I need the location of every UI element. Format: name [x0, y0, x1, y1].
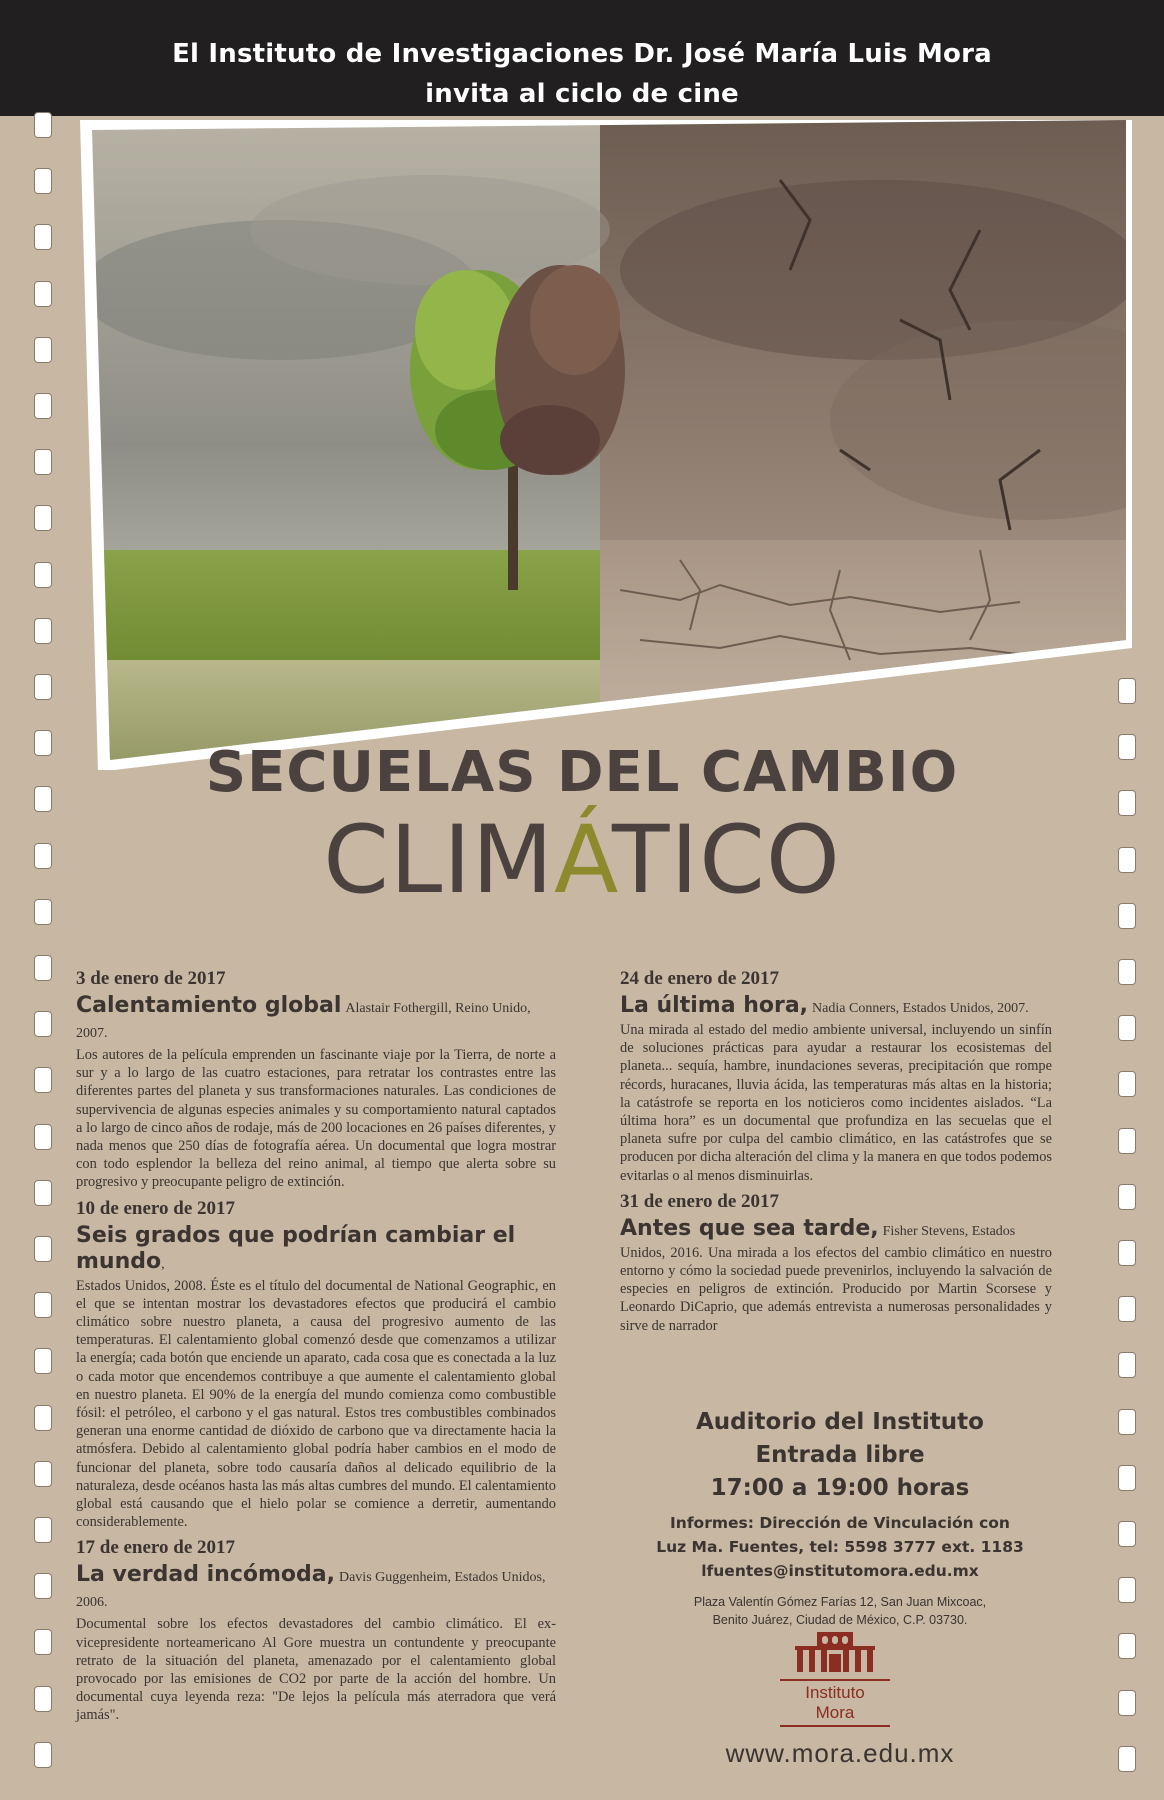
film-strip-hole	[1118, 1409, 1136, 1435]
film-credits: Nadia Conners, Estados Unidos, 2007.	[812, 1001, 1029, 1016]
header-line-2: invita al ciclo de cine	[425, 79, 739, 109]
film-description: Los autores de la película emprenden un fascinante viaje por la Tierra, de norte a sur y a lo largo de las cuatro estaciones, para retratar los contrastes entre las diferentes partes del planeta y sus transformaciones naturales. Las condiciones de supervivencia de algunas especies animales y su comportamiento natural captados a lo largo de cinco años de rodaje, más de 200 locaciones en 26 países diferentes, y nada menos que 250 días de fotografía aérea. Un documental que logra mostrar con todo esplendor la belleza del reino animal, al tiempo que alerta sobre su progresivo y preocupante peligro de extinción.	[76, 1047, 556, 1191]
film-strip-hole	[1118, 1465, 1136, 1491]
film-strip-hole	[34, 168, 52, 194]
film-strip-hole	[34, 562, 52, 588]
film-strip-hole	[1118, 1521, 1136, 1547]
film-strip-hole	[34, 1405, 52, 1431]
film-strip-hole	[34, 1629, 52, 1655]
logo-text-line-1: Instituto	[805, 1683, 865, 1702]
film-entry	[76, 1537, 556, 1724]
film-strip-hole	[1118, 1296, 1136, 1322]
film-strip-hole	[34, 337, 52, 363]
film-strip-hole	[1118, 1128, 1136, 1154]
film-title: Antes que sea tarde,	[620, 1215, 879, 1241]
film-entry	[76, 1198, 556, 1532]
film-strip-hole	[34, 1067, 52, 1093]
film-strip-hole	[34, 674, 52, 700]
website-link[interactable]: www.mora.edu.mx	[725, 1738, 955, 1768]
film-strip-hole	[34, 281, 52, 307]
logo-divider	[780, 1679, 890, 1681]
header-line-1: El Instituto de Investigaciones Dr. José María Luis Mora	[172, 39, 992, 69]
venue-info	[640, 1406, 1040, 1629]
film-strip-hole	[34, 393, 52, 419]
film-strip-hole	[34, 1573, 52, 1599]
header-bar	[0, 0, 1164, 116]
film-strip-hole	[34, 505, 52, 531]
film-title: Seis grados que podrían cambiar el mundo	[76, 1222, 516, 1274]
film-date: 10 de enero de 2017	[76, 1197, 236, 1219]
contact-info	[640, 1511, 1040, 1583]
film-entry	[620, 968, 1052, 1185]
film-strip-hole	[34, 1011, 52, 1037]
film-strip-hole	[34, 1292, 52, 1318]
contact-line-1: Informes: Dirección de Vinculación con	[670, 1514, 1010, 1532]
film-strip-hole	[34, 1742, 52, 1768]
building-icon	[795, 1632, 875, 1672]
film-strip-hole	[1118, 1633, 1136, 1659]
film-credits: ,	[161, 1256, 165, 1272]
film-date: 24 de enero de 2017	[620, 968, 780, 989]
film-strip-hole	[34, 1517, 52, 1543]
instituto-mora-logo	[775, 1632, 895, 1729]
contact-email[interactable]: lfuentes@institutomora.edu.mx	[701, 1562, 979, 1580]
film-date: 3 de enero de 2017	[76, 968, 226, 989]
film-strip-hole	[34, 449, 52, 475]
film-strip-hole	[34, 618, 52, 644]
schedule-time: 17:00 a 19:00 horas	[710, 1475, 970, 1501]
film-strip-hole	[34, 1686, 52, 1712]
film-strip-hole	[34, 1124, 52, 1150]
film-strip-hole	[1118, 959, 1136, 985]
film-strip-hole	[34, 224, 52, 250]
film-description: Documental sobre los efectos devastadores del cambio climático. El ex-vicepresidente norteamericano Al Gore muestra un contundente y preocupante retrato de la situación del planeta, amenazado por el calentamiento global provocado por las emisiones de CO2 por parte de la acción del hombre. Un documental cuya leyenda reza: "De lejos la película más aterradora que verá jamás".	[76, 1616, 556, 1724]
film-strip-hole	[1118, 1352, 1136, 1378]
film-strip-hole	[34, 112, 52, 138]
film-description: Unidos, 2016. Una mirada a los efectos del cambio climático en nuestro entorno y cómo la sociedad puede prevenirlos, incluyendo la salvación de especies en peligros de extinción. Producido por Martin Scorsese y Leonardo DiCaprio, que además entrevista a numerosas personalidades y sirve de narrador	[620, 1244, 1052, 1334]
film-strip-hole	[1118, 1690, 1136, 1716]
poster-title-line-1: SECUELAS DEL CAMBIO	[205, 740, 959, 805]
title-part-2: TICO	[612, 806, 841, 915]
film-credits: Davis Guggenheim, Estados Unidos, 2006.	[76, 1570, 546, 1611]
film-strip-hole	[34, 1180, 52, 1206]
film-strip-hole	[1118, 1071, 1136, 1097]
film-entry	[620, 1191, 1052, 1335]
film-strip-hole	[1118, 1746, 1136, 1772]
venue-name: Auditorio del Instituto	[696, 1409, 984, 1435]
poster-title-line-2	[0, 806, 1164, 915]
film-title: La verdad incómoda,	[76, 1562, 335, 1588]
film-title: La última hora,	[620, 993, 809, 1018]
film-description: Estados Unidos, 2008. Éste es el título del documental de National Geographic, en el que se intentan mostrar los devastadores efectos que producirá el cambio climático sobre nuestro planeta, a causa del progresivo aumento de las temperaturas. El calentamiento global comenzó desde que comenzamos a utilizar la energía; cada botón que enciende un aparato, cada cosa que es conectada a la luz o cada motor que encendemos contribuye a que aumente el calentamiento global en nuestro planeta. El 90% de la energía del mundo comienza como combustible fósil: el petróleo, el carbono y el gas natural. Estos tres combustibles combinados generan una enorme cantidad de dióxido de carbono que va directamente hacia la atmósfera. Debido al calentamiento global podría haber cambios en el modo de funcionar del planeta, sobre todo causaría daños al delicado equilibrio de la naturaleza, desde océanos hasta las más altas cumbres del mundo. El calentamiento global está causando que el hielo polar se comience a derretir, aumentando considerablemente.	[76, 1277, 556, 1531]
logo-text-line-2: Mora	[815, 1703, 855, 1722]
film-strip-hole	[1118, 1240, 1136, 1266]
logo-divider	[780, 1725, 890, 1727]
film-list-right	[620, 968, 1052, 1341]
title-accent-letter: Á	[554, 806, 613, 915]
film-list-left	[76, 968, 556, 1731]
film-date: 17 de enero de 2017	[76, 1537, 236, 1559]
film-credits: Alastair Fothergill, Reino Unido, 2007.	[76, 1001, 531, 1041]
film-strip-hole	[34, 1461, 52, 1487]
contact-line-2: Luz Ma. Fuentes, tel: 5598 3777 ext. 1183	[656, 1538, 1024, 1556]
film-title: Calentamiento global	[76, 993, 342, 1018]
title-part-1: CLIM	[323, 806, 555, 915]
film-strip-hole	[1118, 1184, 1136, 1210]
film-entry	[76, 968, 556, 1192]
film-strip-hole	[1118, 1577, 1136, 1603]
film-date: 31 de enero de 2017	[620, 1190, 780, 1212]
film-strip-hole	[34, 1236, 52, 1262]
film-credits: Fisher Stevens, Estados	[882, 1223, 1016, 1239]
address-line-1: Plaza Valentín Gómez Farías 12, San Juan Mixcoac,	[693, 1595, 987, 1609]
film-strip-hole	[34, 1348, 52, 1374]
film-description: Una mirada al estado del medio ambiente universal, incluyendo un sinfín de soluciones prácticas para ayudar a restaurar los ecosistemas del planeta... sequía, hambre, inundaciones severas, precipitación que rompe récords, huracanes, lluvia ácida, las temperaturas más altas en la historia; la catástrofe se reporta en los noticieros como incidentes aislados. “La última hora” es un documental que profundiza en las secuelas que el planeta sufre por culpa del cambio climático, en las catástrofes que se producen por dicha alteración del clima y la manera en que todos podemos evitarlas o al menos disminuirlas.	[620, 1022, 1052, 1184]
entry-note: Entrada libre	[755, 1442, 925, 1468]
address	[640, 1593, 1040, 1629]
film-strip-hole	[34, 955, 52, 981]
address-line-2: Benito Juárez, Ciudad de México, C.P. 03730.	[712, 1613, 968, 1627]
climate-photo	[80, 120, 1132, 770]
film-strip-hole	[1118, 1015, 1136, 1041]
